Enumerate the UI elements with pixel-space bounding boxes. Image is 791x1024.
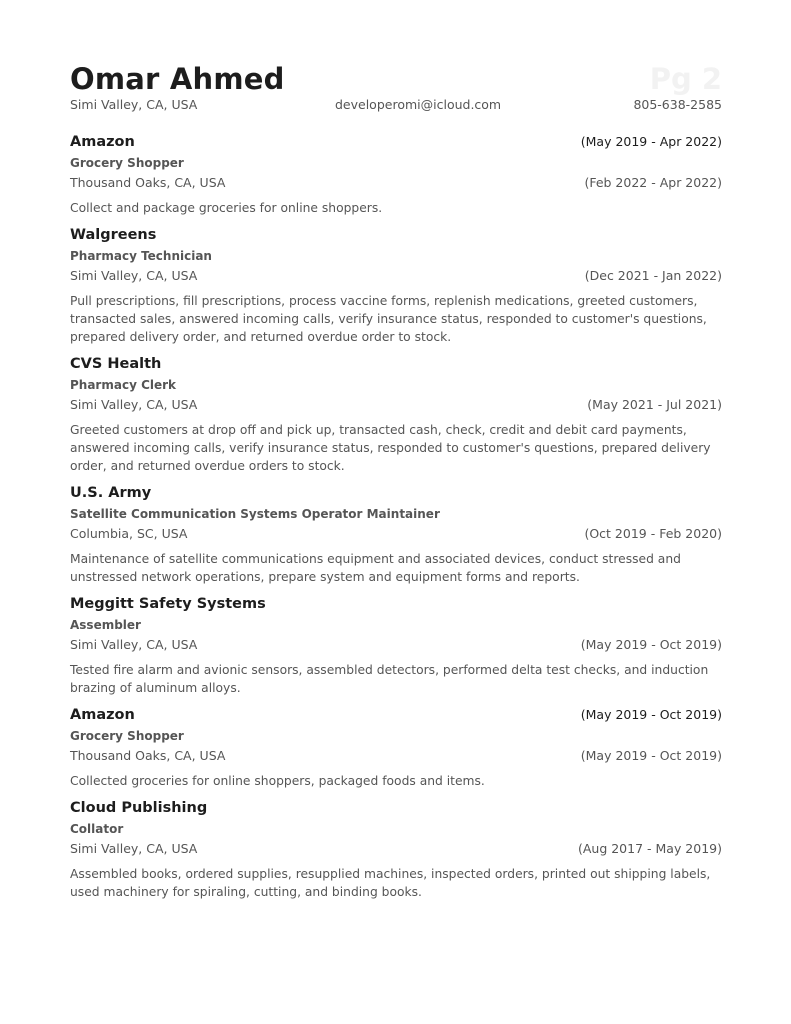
job-role: Grocery Shopper	[70, 156, 184, 170]
experience-list	[70, 131, 722, 901]
job-location: Simi Valley, CA, USA	[70, 268, 198, 283]
job-role: Assembler	[70, 618, 141, 632]
job-description: Greeted customers at drop off and pick up, transacted cash, check, credit and debit card payments, answered incoming calls, verify insurance status, responded to customer's questions, prepared delivery order, and returned overdue orders to stock.	[70, 423, 711, 473]
job-entry	[70, 593, 722, 697]
job-dates: (Oct 2019 - Feb 2020)	[584, 526, 722, 541]
job-dates: (May 2019 - Oct 2019)	[580, 637, 722, 652]
job-company: U.S. Army	[70, 485, 152, 501]
job-entry	[70, 797, 722, 901]
job-description: Assembled books, ordered supplies, resupplied machines, inspected orders, printed out shipping labels, used machinery for spiraling, cutting, and binding books.	[70, 867, 711, 899]
page-label: Pg 2	[649, 62, 722, 96]
contact-info	[70, 95, 722, 115]
job-role: Satellite Communication Systems Operator Maintainer	[70, 507, 440, 521]
job-dates: (Aug 2017 - May 2019)	[577, 841, 722, 856]
job-company: Meggitt Safety Systems	[70, 596, 266, 612]
contact-location: Simi Valley, CA, USA	[70, 97, 198, 112]
job-description: Collected groceries for online shoppers, packaged foods and items.	[70, 774, 485, 788]
job-dates: (May 2019 - Oct 2019)	[580, 748, 722, 763]
contact-email[interactable]: developeromi@icloud.com	[335, 97, 502, 112]
job-entry	[70, 131, 722, 217]
job-role: Pharmacy Clerk	[70, 378, 177, 392]
job-company: Walgreens	[70, 227, 157, 243]
header	[70, 62, 722, 96]
job-location: Simi Valley, CA, USA	[70, 637, 198, 652]
job-location: Simi Valley, CA, USA	[70, 397, 198, 412]
job-dates: (Dec 2021 - Jan 2022)	[584, 268, 722, 283]
job-dates: (May 2021 - Jul 2021)	[587, 397, 722, 412]
job-description: Tested fire alarm and avionic sensors, assembled detectors, performed delta test checks, and induction brazing of aluminum alloys.	[70, 663, 709, 695]
job-entry	[70, 353, 722, 475]
job-location: Columbia, SC, USA	[70, 526, 188, 541]
job-role: Pharmacy Technician	[70, 249, 212, 263]
job-company: Cloud Publishing	[70, 800, 208, 816]
contact-phone[interactable]: 805-638-2585	[633, 97, 722, 112]
job-entry	[70, 224, 722, 346]
job-entry	[70, 704, 722, 790]
job-description: Pull prescriptions, fill prescriptions, process vaccine forms, replenish medications, greeted customers, transacted sales, answered incoming calls, verify insurance status, responded to customer's questions, prepared delivery order, and returned overdue order to stock.	[70, 294, 707, 344]
candidate-name: Omar Ahmed	[70, 62, 285, 96]
job-entry	[70, 482, 722, 586]
job-description: Collect and package groceries for online shoppers.	[70, 201, 383, 215]
job-company: Amazon	[70, 134, 135, 150]
job-description: Maintenance of satellite communications equipment and associated devices, conduct stressed and unstressed network operations, prepare system and equipment forms and reports.	[70, 552, 681, 584]
resume-page	[70, 62, 722, 908]
job-location: Simi Valley, CA, USA	[70, 841, 198, 856]
job-location: Thousand Oaks, CA, USA	[70, 748, 226, 763]
job-location: Thousand Oaks, CA, USA	[70, 175, 226, 190]
job-dates: (Feb 2022 - Apr 2022)	[584, 175, 722, 190]
job-company: Amazon	[70, 707, 135, 723]
job-company-dates: (May 2019 - Apr 2022)	[580, 134, 722, 149]
job-company: CVS Health	[70, 356, 162, 372]
job-role: Collator	[70, 822, 124, 836]
job-company-dates: (May 2019 - Oct 2019)	[580, 707, 722, 722]
job-role: Grocery Shopper	[70, 729, 184, 743]
